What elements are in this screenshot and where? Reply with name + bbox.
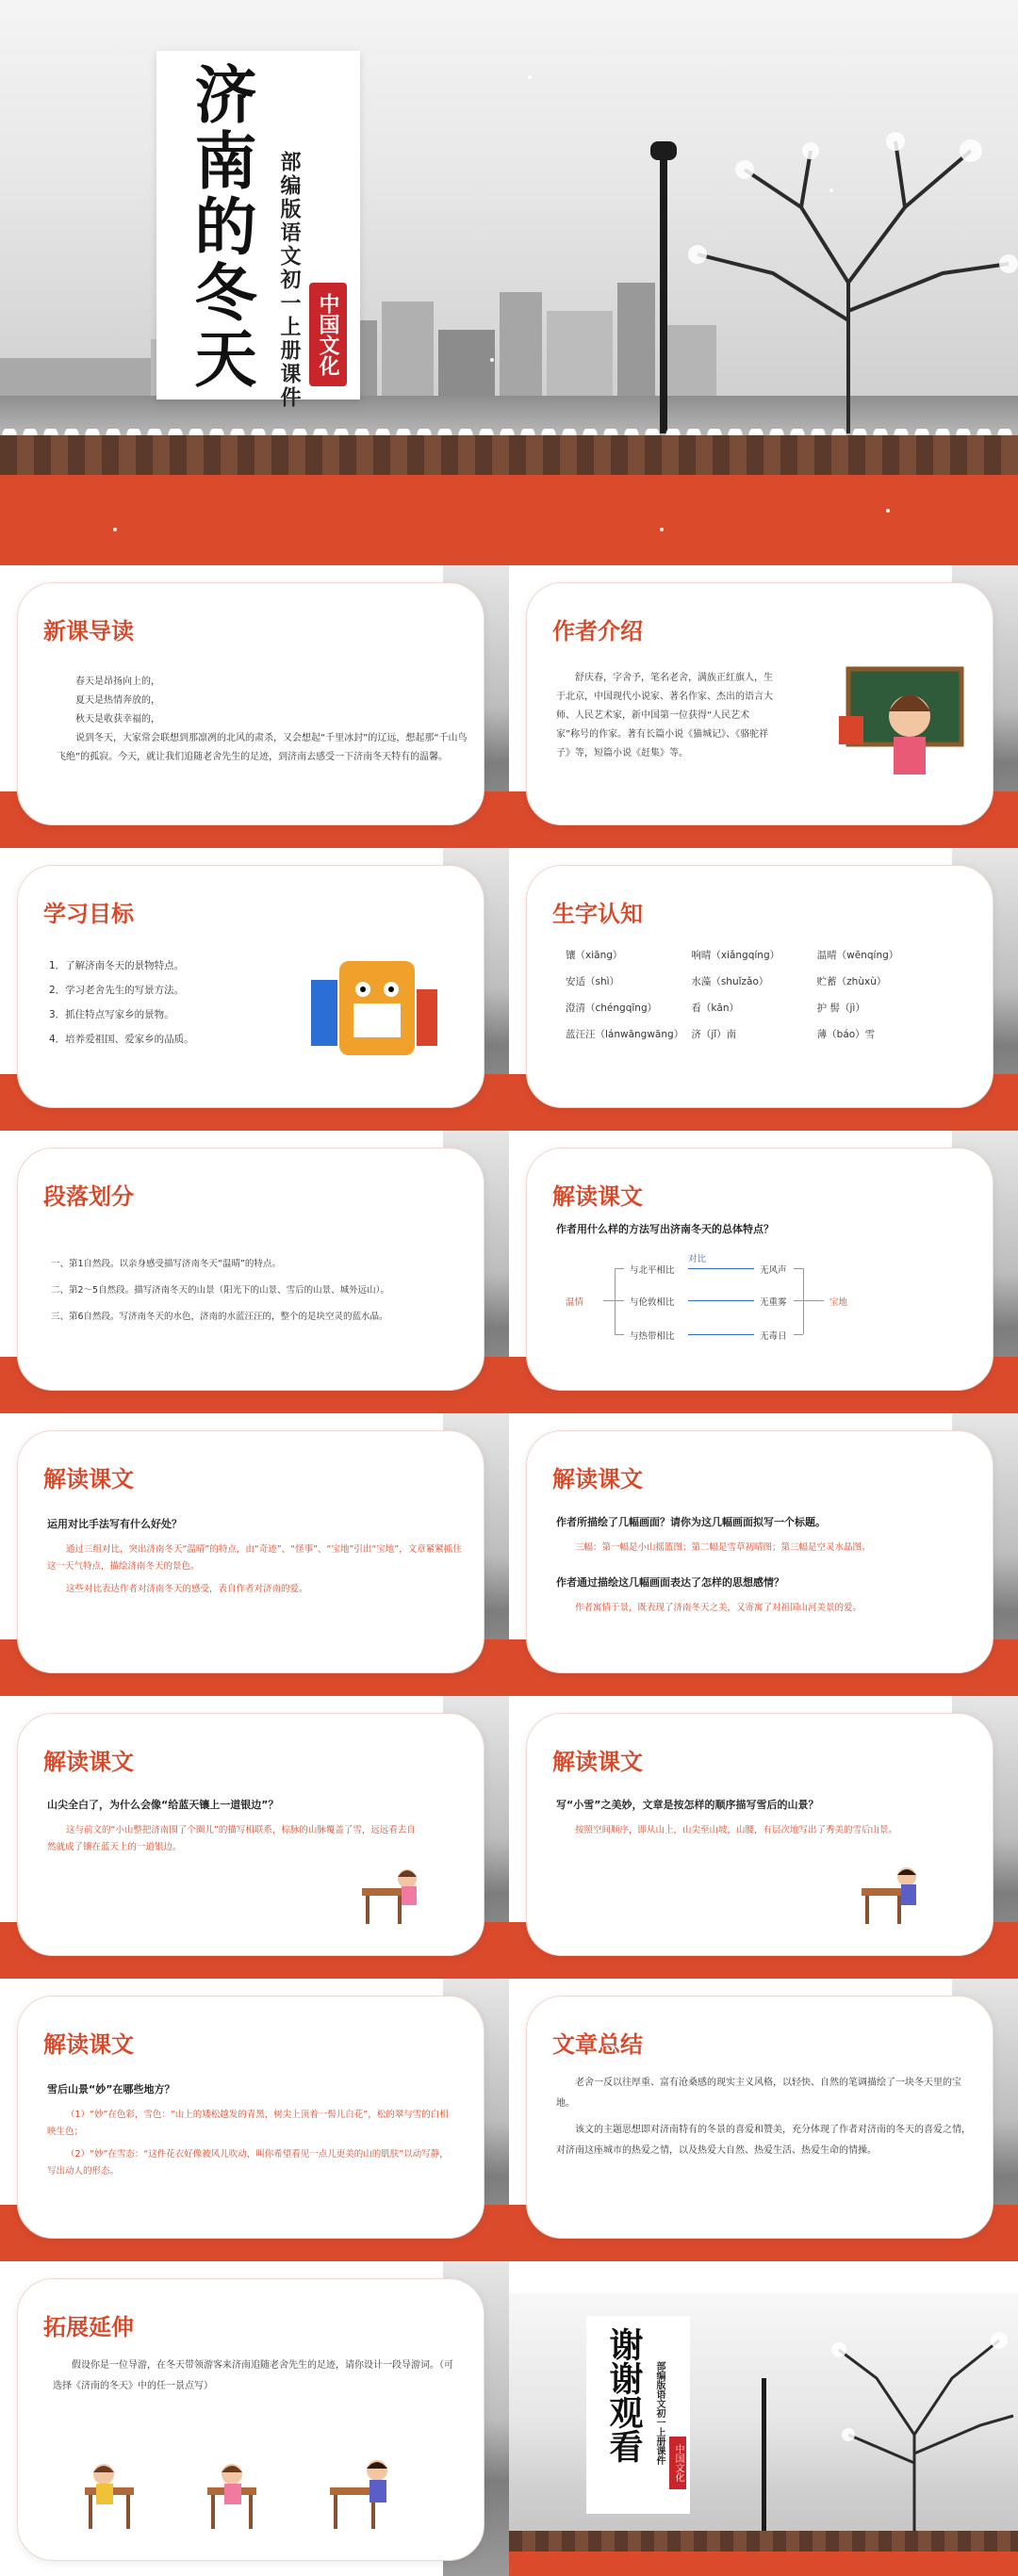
snowy-tree bbox=[660, 113, 1018, 433]
slide-characters bbox=[509, 848, 1018, 1131]
street-lamp bbox=[660, 151, 667, 433]
culture-seal: 中国文化 bbox=[309, 283, 347, 386]
answer: （2）“妙”在雪态：“这件花衣好像被风儿吹动，叫你希望看见一点儿更美的山的肌肤”以动写静，写出动人的形态。 bbox=[47, 2149, 449, 2177]
slide-heading: 拓展延伸 bbox=[43, 2314, 134, 2340]
slide-summary bbox=[509, 1979, 1018, 2261]
answer: 这与前文的“小山整把济南围了个圈儿”的描写相联系，棕脉的山脉覆盖了雪，远远看去自然就成了镶在蓝天上的一道银边。 bbox=[47, 1825, 416, 1852]
culture-seal: 中国文化 bbox=[669, 2437, 686, 2489]
diagram-top-label: 对比 bbox=[688, 1254, 707, 1264]
goals-list: 1．了解济南冬天的景物特点。 2．学习老舍先生的写景方法。 3．抓住特点写家乡的景物。 4．培养爱祖国、爱家乡的品质。 bbox=[49, 960, 194, 1045]
slide-heading: 解读课文 bbox=[552, 1749, 643, 1775]
street-lamp bbox=[762, 2378, 766, 2538]
question: 作者通过描绘这几幅画面表达了怎样的思想感情？ bbox=[556, 1576, 784, 1589]
diagram-right-label: 宝地 bbox=[829, 1297, 848, 1308]
pinyin-row: 镶（xiāng） 响晴（xiǎngqíng） 温晴（wēnqíng） bbox=[566, 950, 899, 961]
pattern-frieze bbox=[509, 2531, 1018, 2552]
pinyin-row: 蓝汪汪（lánwāngwāng） 济（jǐ）南 薄（báo）雪 bbox=[566, 1029, 876, 1040]
question: 作者所描绘了几幅画面？请你为这几幅画面拟写一个标题。 bbox=[556, 1516, 826, 1528]
slide-analysis-5 bbox=[509, 1696, 1018, 1979]
student-desk-illustration bbox=[858, 1856, 933, 1932]
answer: 按照空间顺序，即从山上，山尖至山坡，山腰，有层次地写出了秀美的雪后山景。 bbox=[575, 1825, 898, 1835]
slide-author bbox=[509, 565, 1018, 848]
summary-para: 该文的主题思想即对济南特有的冬景的喜爱和赞美，充分体现了作者对济南的冬天的喜爱之情，对济南这座城市的热爱之情，以及热爱大自然、热爱生活、热爱生命的情操。 bbox=[556, 2125, 971, 2156]
intro-text: 春天是昂扬向上的， 夏天是热情奔放的， 秋天是收获幸福的， 说到冬天，大家常会联想到那凛冽的北风的肃杀，又会想起“千里冰封”的辽远，想起那“千山鸟飞绝”的孤寂。今天，就让我们追随老舍先生的足迹，到济南去感受一下济南冬天特有的温馨。 bbox=[57, 677, 468, 762]
cover-slide bbox=[0, 0, 1018, 565]
question: 作者用什么样的方法写出济南冬天的总体特点？ bbox=[556, 1223, 774, 1235]
student-desk-illustration bbox=[358, 1856, 434, 1932]
answer: 这些对比表达作者对济南冬天的感受，表自作者对济南的爱。 bbox=[66, 1584, 308, 1594]
lamp-head bbox=[650, 141, 677, 160]
cover-title: 济南的冬天 bbox=[184, 62, 257, 392]
slide-analysis-2 bbox=[0, 1413, 509, 1696]
cover-subtitle: 部编版语文初一上册课件 bbox=[277, 151, 301, 410]
contrast-diagram: 温情 对比 与北平相比 无风声 与伦敦相比 无重雾 与热带相比 无毒日 宝地 bbox=[566, 1251, 924, 1355]
pinyin-row: 澄清（chéngqīng） 看（kān） 护 髻（jì） bbox=[566, 1003, 865, 1014]
slide-paragraphs bbox=[0, 1131, 509, 1413]
question: 山尖全白了，为什么会像“给蓝天镶上一道银边”？ bbox=[47, 1799, 279, 1811]
book-mascot-illustration bbox=[302, 952, 443, 1074]
slide-heading: 文章总结 bbox=[552, 2031, 643, 2058]
answer: 通过三组对比，突出济南冬天“温晴”的特点，由“奇迹”、“怪事”、“宝地”引出“宝地”，文章紧紧抓住这一天气特点，描绘济南冬天的景色。 bbox=[47, 1544, 462, 1572]
pinyin-grid bbox=[566, 942, 943, 1048]
slide-analysis-1 bbox=[509, 1131, 1018, 1413]
slide-heading: 解读课文 bbox=[43, 2031, 134, 2058]
pinyin-row: 安适（shì） 水藻（shuǐzǎo） 贮蓄（zhùxù） bbox=[566, 976, 887, 987]
paragraph-division: 一、第1自然段。以亲身感受描写济南冬天“温晴”的特点。 二、第2～5自然段。描写济南冬天的山景（阳光下的山景、雪后的山景、城外远山）。 三、第6自然段。写济南冬天的水色，济南的水蓝汪汪的，整个的是块空灵的蓝水晶。 bbox=[51, 1259, 389, 1322]
slide-heading: 解读课文 bbox=[43, 1749, 134, 1775]
slide-heading: 解读课文 bbox=[552, 1183, 643, 1210]
thanks-subtitle: 部编版语文初一上册课件 bbox=[654, 2361, 665, 2465]
students-illustration bbox=[75, 2450, 434, 2544]
answer: 作者寓情于景，既表现了济南冬天之美，又寄寓了对祖国山河美景的爱。 bbox=[575, 1603, 862, 1613]
slide-goals bbox=[0, 848, 509, 1131]
red-band bbox=[509, 2552, 1018, 2576]
teacher-illustration bbox=[829, 660, 971, 791]
thanks-title: 谢谢观看 bbox=[604, 2327, 644, 2463]
slide-intro bbox=[0, 565, 509, 848]
red-band bbox=[0, 475, 1018, 565]
slide-analysis-3 bbox=[509, 1413, 1018, 1696]
thanks-slide bbox=[509, 2293, 1018, 2576]
pattern-frieze bbox=[0, 435, 1018, 475]
summary-para: 老舍一反以往厚重、富有沧桑感的现实主义风格，以轻快、自然的笔调描绘了一块冬天里的宝地。 bbox=[556, 2078, 961, 2109]
answer: （1）“妙”在色彩，雪色：“山上的矮松越发的青黑，树尖上顶着一髻儿白花”，松的翠与雪的白相映生色； bbox=[47, 2110, 449, 2137]
slide-analysis-4 bbox=[0, 1696, 509, 1979]
slide-heading: 作者介绍 bbox=[552, 618, 643, 644]
author-text: 舒庆春，字舍予，笔名老舍，满族正红旗人，生于北京，中国现代小说家、著名作家、杰出的语言大师、人民艺术家，新中国第一位获得“人民艺术家”称号的作家。著有长篇小说《猫城记》、《骆驼祥子》等，短篇小说《赶集》等。 bbox=[556, 673, 773, 758]
question: 写“小雪”之美妙，文章是按怎样的顺序描写雪后的山景？ bbox=[556, 1799, 819, 1811]
slide-extension bbox=[0, 2261, 509, 2576]
diagram-left-label: 温情 bbox=[566, 1297, 584, 1308]
slide-analysis-6 bbox=[0, 1979, 509, 2261]
slide-heading: 解读课文 bbox=[552, 1466, 643, 1492]
question: 雪后山景“妙”在哪些地方？ bbox=[47, 2083, 175, 2095]
slide-heading: 段落划分 bbox=[43, 1183, 134, 1210]
question: 运用对比手法写有什么好处？ bbox=[47, 1518, 182, 1530]
snowy-tree bbox=[792, 2322, 1018, 2538]
slide-heading: 新课导读 bbox=[43, 618, 134, 644]
slide-heading: 解读课文 bbox=[43, 1466, 134, 1492]
slide-heading: 学习目标 bbox=[43, 901, 134, 927]
slide-heading: 生字认知 bbox=[552, 901, 643, 927]
extension-text: 假设你是一位导游，在冬天带领游客来济南追随老舍先生的足迹，请你设计一段导游词。（可选择《济南的冬天》中的任一景点写） bbox=[53, 2360, 453, 2391]
answer: 三幅：第一幅是小山摇篮图；第二幅是雪草初晴图；第三幅是空灵水晶图。 bbox=[575, 1542, 871, 1553]
